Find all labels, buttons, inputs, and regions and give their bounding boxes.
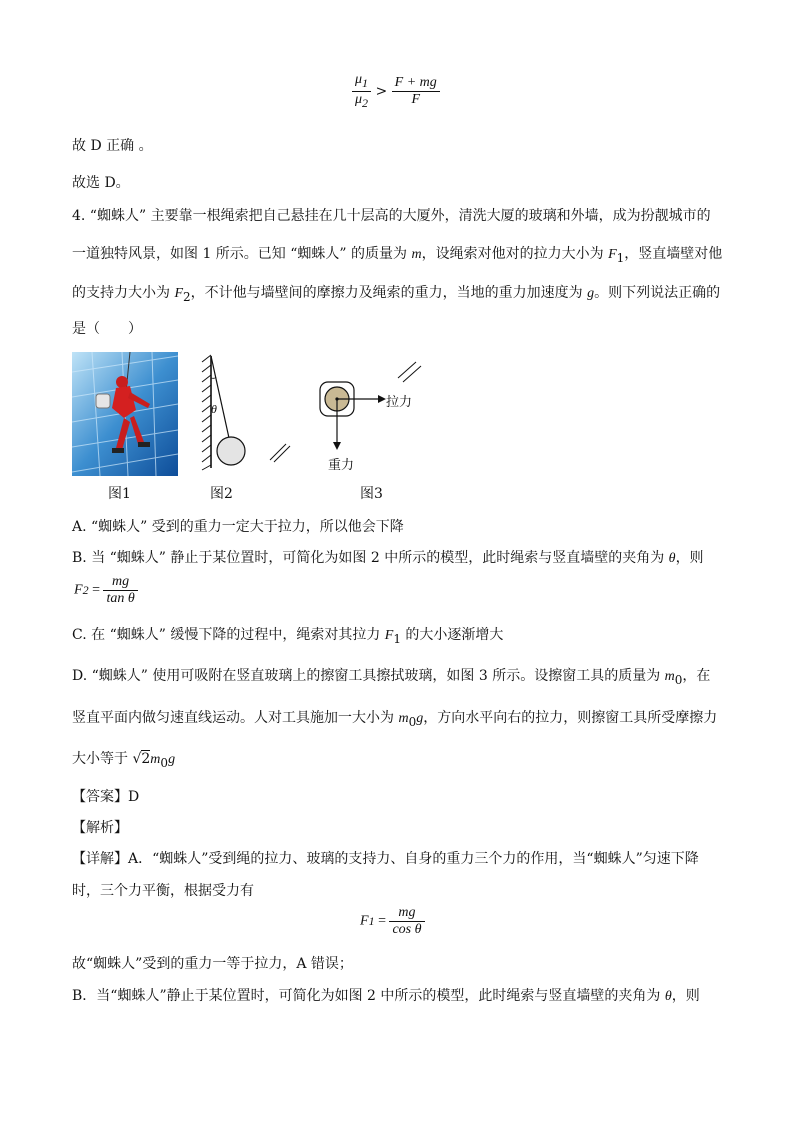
sqrt-sign: √ [132, 751, 142, 767]
figure-1-caption: 图1 [108, 486, 131, 502]
detail-line-1: 【详解】A．“蜘蛛人”受到绳的拉力、玻璃的支持力、自身的重力三个力的作用，当“蜘蛛人”匀速下降 [72, 851, 699, 867]
figure-2-caption: 图2 [210, 486, 233, 502]
mu-ratio: $\frac{\mu_1}{\mu_2}$ [352, 72, 371, 111]
answer-line: 【答案】D [72, 789, 140, 805]
detail-formula: F1 = $\frac{mg}{\text{cos θ}}$ [360, 905, 425, 938]
figure-3-hatch-mark [396, 360, 424, 388]
option-d-line-1: D. “蜘蛛人” 使用可吸附在竖直玻璃上的擦窗工具擦拭玻璃，如图 3 所示。设擦窗工具的质量为 $m_0$，在 [72, 668, 711, 687]
force-ratio: $\frac{F + mg}{F}$ [392, 75, 440, 108]
question-4-line-3: 的支持力大小为 $F_2$，不计他与墙壁间的摩擦力及绳索的重力，当地的重力加速度为 g。则下列说法正确的 [72, 285, 721, 304]
pull-force-label: 拉力 [386, 395, 413, 410]
option-b-formula: F2 = $\frac{mg}{\text{tan θ}}$ [74, 574, 138, 607]
gravity-label: 重力 [328, 458, 355, 473]
option-a: A. “蜘蛛人” 受到的重力一定大于拉力，所以他会下降 [72, 519, 404, 535]
question-4-line-2: 一道独特风景，如图 1 所示。已知 “蜘蛛人” 的质量为 m，设绳索对他对的拉力大小为 $F_1$，竖直墙壁对他 [72, 246, 723, 265]
option-d-line-2: 竖直平面内做匀速直线运动。人对工具施加一大小为 $m_0g$，方向水平向右的拉力，则擦窗工具所受摩擦力 [72, 710, 718, 729]
option-b-line-1: B. 当 “蜘蛛人” 静止于某位置时，可简化为如图 2 中所示的模型，此时绳索与竖直墙壁的夹角为 θ，则 [72, 550, 704, 566]
option-d-line-3: 大小等于 $√2m_0g$ [72, 751, 176, 770]
figure-2-diagram [198, 352, 258, 472]
figure-3-diagram [318, 378, 418, 458]
conclusion-line: 故 D 正确 。 [72, 138, 153, 154]
choice-line: 故选 D。 [72, 175, 130, 191]
figure-separator-mark [268, 440, 292, 468]
figure-3-caption: 图3 [360, 486, 383, 502]
greater-than: > [375, 83, 388, 100]
option-c: C. 在 “蜘蛛人” 缓慢下降的过程中，绳索对其拉力 $F_1$ 的大小逐渐增大 [72, 627, 504, 646]
question-4-line-1: 4. “蜘蛛人” 主要靠一根绳索把自己悬挂在几十层高的大厦外，清洗大厦的玻璃和外墙，成为扮靓城市的 [72, 208, 711, 224]
figure-1-photo [72, 352, 178, 476]
theta-label: θ [211, 402, 217, 416]
question-4-line-4: 是（ ） [72, 321, 142, 337]
detail-line-2: 时，三个力平衡，根据受力有 [72, 883, 254, 899]
analysis-label: 【解析】 [72, 820, 128, 836]
detail-line-3: 故“蜘蛛人”受到的重力一等于拉力，A 错误； [72, 956, 353, 972]
detail-line-4: B．当“蜘蛛人”静止于某位置时，可简化为如图 2 中所示的模型，此时绳索与竖直墙壁的夹角为 θ，则 [72, 988, 700, 1004]
top-formula [352, 72, 440, 111]
